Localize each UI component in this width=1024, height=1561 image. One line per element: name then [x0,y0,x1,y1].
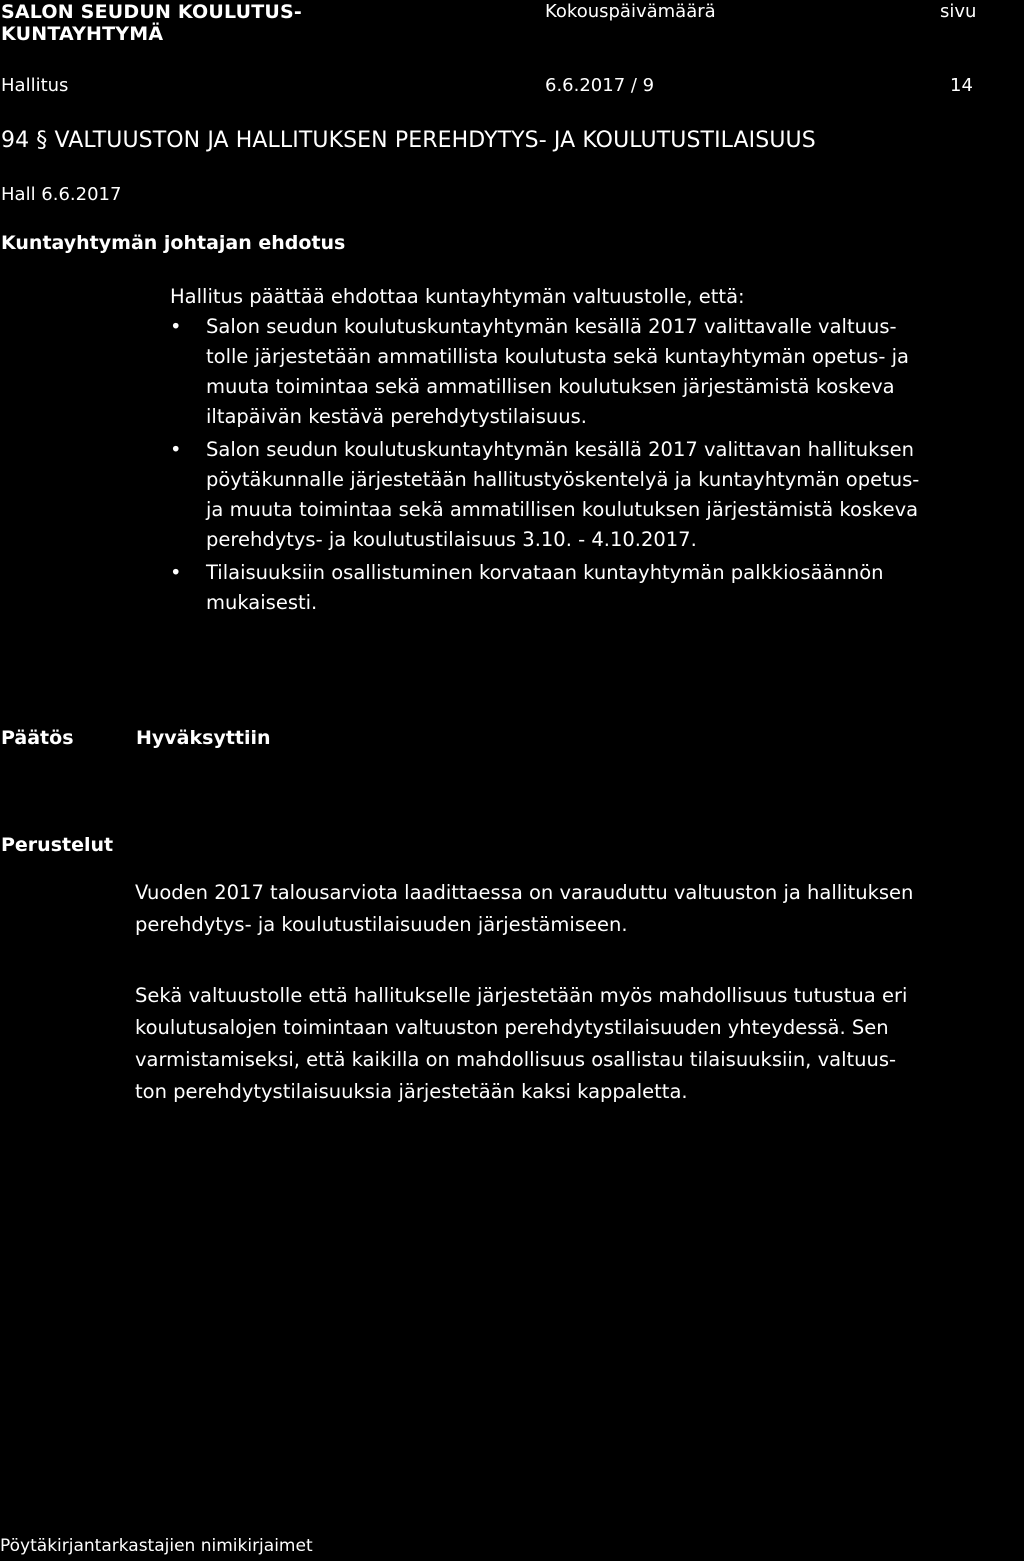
decision-label: Päätös [1,727,74,749]
proposal-list [170,312,1024,621]
rationale-paragraph [135,877,913,941]
paragraph-line: varmistamiseksi, että kaikilla on mahdollisuus osallistau tilaisuuksiin, valtuus- [135,1048,897,1071]
list-item-line: Salon seudun koulutuskuntayhtymän kesällä 2017 valittavalle valtuus- [206,315,897,338]
list-item-line: perehdytys- ja koulutustilaisuus 3.10. - 4.10.2017. [206,528,697,551]
paragraph-line: koulutusalojen toimintaan valtuuston perehdytystilaisuuden yhteydessä. Sen [135,1016,889,1039]
paragraph-line: perehdytys- ja koulutustilaisuuden järjestämiseen. [135,913,628,936]
list-item-line: Tilaisuuksiin osallistuminen korvataan kuntayhtymän palkkiosäännön [206,561,884,584]
meeting-date: 6.6.2017 / 9 [545,75,655,96]
paragraph-line: Sekä valtuustolle että hallitukselle järjestetään myös mahdollisuus tutustua eri [135,984,908,1007]
date-label: Kokouspäivämäärä [545,1,716,22]
organization-name-line1: SALON SEUDUN KOULUTUS- [1,1,302,23]
list-item-line: ja muuta toimintaa sekä ammatillisen koulutuksen järjestämistä koskeva [206,498,919,521]
list-item-line: tolle järjestetään ammatillista koulutusta sekä kuntayhtymän opetus- ja [206,345,910,368]
initials-label: Pöytäkirjantarkastajien nimikirjaimet [0,1536,313,1556]
rationale-heading: Perustelut [1,834,114,856]
body-name: Hallitus [1,75,69,96]
proposal-intro: Hallitus päättää ehdottaa kuntayhtymän valtuustolle, että: [170,285,745,308]
list-item-line: mukaisesti. [206,591,318,614]
bullet-icon: • [170,438,182,461]
page-number: 14 [950,75,973,96]
list-item-line: iltapäivän kestävä perehdytystilaisuus. [206,405,587,428]
list-item-line: muuta toimintaa sekä ammatillisen koulutuksen järjestämistä koskeva [206,375,895,398]
decision-value: Hyväksyttiin [136,727,271,749]
paragraph-line: Vuoden 2017 talousarviota laadittaessa on varauduttu valtuuston ja hallituksen [135,881,914,904]
list-item [170,558,1024,618]
list-item [170,312,1024,432]
section-title: 94 § VALTUUSTON JA HALLITUKSEN PEREHDYTYS- JA KOULUTUSTILAISUUS [1,128,816,153]
list-item-line: pöytäkunnalle järjestetään hallitustyöskentelyä ja kuntayhtymän opetus- [206,468,920,491]
list-item-line: Salon seudun koulutuskuntayhtymän kesällä 2017 valittavan hallituksen [206,438,914,461]
organization-name-line2: KUNTAYHTYMÄ [1,23,164,45]
rationale-paragraph [135,980,907,1108]
paragraph-line: ton perehdytystilaisuuksia järjestetään kaksi kappaletta. [135,1080,688,1103]
bullet-icon: • [170,561,182,584]
list-item [170,435,1024,555]
proposal-heading: Kuntayhtymän johtajan ehdotus [1,232,346,254]
bullet-icon: • [170,315,182,338]
meeting-reference: Hall 6.6.2017 [1,184,122,205]
page-label: sivu [940,1,977,22]
